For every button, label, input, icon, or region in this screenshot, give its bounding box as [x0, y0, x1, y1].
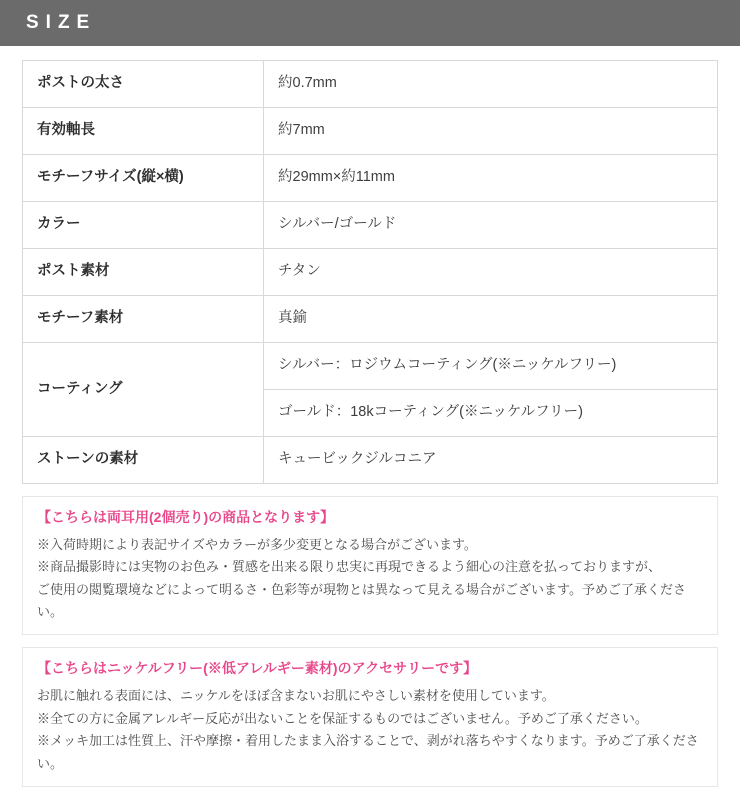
- note-heading: 【こちらはニッケルフリー(※低アレルギー素材)のアクセサリーです】: [37, 660, 478, 677]
- note-line: ご使用の閲覧環境などによって明るさ・色彩等が現物とは異なって見える場合がございます。予めご了承ください。: [37, 581, 686, 620]
- note-box-pair-sale: [22, 496, 718, 635]
- spec-value-coating-silver: シルバー：ロジウムコーティング(※ニッケルフリー): [264, 343, 718, 390]
- table-row: [23, 249, 718, 296]
- spec-value-effective-length: 約7mm: [264, 108, 718, 155]
- table-row: [23, 202, 718, 249]
- page-title: SIZE: [26, 12, 97, 33]
- spec-value-coating-gold: ゴールド：18kコーティング(※ニッケルフリー): [264, 390, 718, 437]
- table-row: [23, 155, 718, 202]
- spec-table-container: [0, 46, 740, 484]
- table-row: [23, 61, 718, 108]
- spec-table: [22, 60, 718, 484]
- note-line: ※入荷時期により表記サイズやカラーが多少変更となる場合がございます。: [37, 537, 477, 552]
- table-row: [23, 296, 718, 343]
- spec-value-post-material: チタン: [264, 249, 718, 296]
- spec-label-effective-length: 有効軸長: [23, 108, 264, 155]
- note-line: ※商品撮影時には実物のお色み・質感を出来る限り忠実に再現できるよう細心の注意を払っておりますが、: [37, 559, 662, 575]
- note-box-nickel-free: [22, 647, 718, 786]
- spec-value-motif-material: 真鍮: [264, 296, 718, 343]
- spec-value-motif-size: 約29mm×約11mm: [264, 155, 718, 202]
- spec-label-stone-material: ストーンの素材: [23, 437, 264, 484]
- note-line: ※メッキ加工は性質上、汗や摩擦・着用したまま入浴することで、剥がれ落ちやすくなります。予めご了承ください。: [37, 733, 699, 771]
- table-row: [23, 108, 718, 155]
- spec-label-motif-material: モチーフ素材: [23, 296, 264, 343]
- spec-value-post-thickness: 約0.7mm: [264, 61, 718, 108]
- notes-container: [0, 484, 740, 787]
- spec-label-coating: コーティング: [23, 343, 264, 437]
- note-line: ※全ての方に金属アレルギー反応が出ないことを保証するものではございません。予めご了承ください。: [37, 710, 648, 726]
- spec-label-motif-size: モチーフサイズ(縦×横): [23, 155, 264, 202]
- section-header-size: [0, 0, 740, 46]
- spec-value-color: シルバー/ゴールド: [264, 202, 718, 249]
- spec-value-stone-material: キュービックジルコニア: [264, 437, 718, 484]
- note-line: お肌に触れる表面には、ニッケルをほぼ含まないお肌にやさしい素材を使用しています。: [37, 688, 555, 704]
- spec-label-post-material: ポスト素材: [23, 249, 264, 296]
- spec-label-color: カラー: [23, 202, 264, 249]
- table-row: [23, 437, 718, 484]
- note-heading: 【こちらは両耳用(2個売り)の商品となります】: [37, 509, 335, 525]
- table-row: [23, 343, 718, 390]
- spec-label-post-thickness: ポストの太さ: [23, 61, 264, 108]
